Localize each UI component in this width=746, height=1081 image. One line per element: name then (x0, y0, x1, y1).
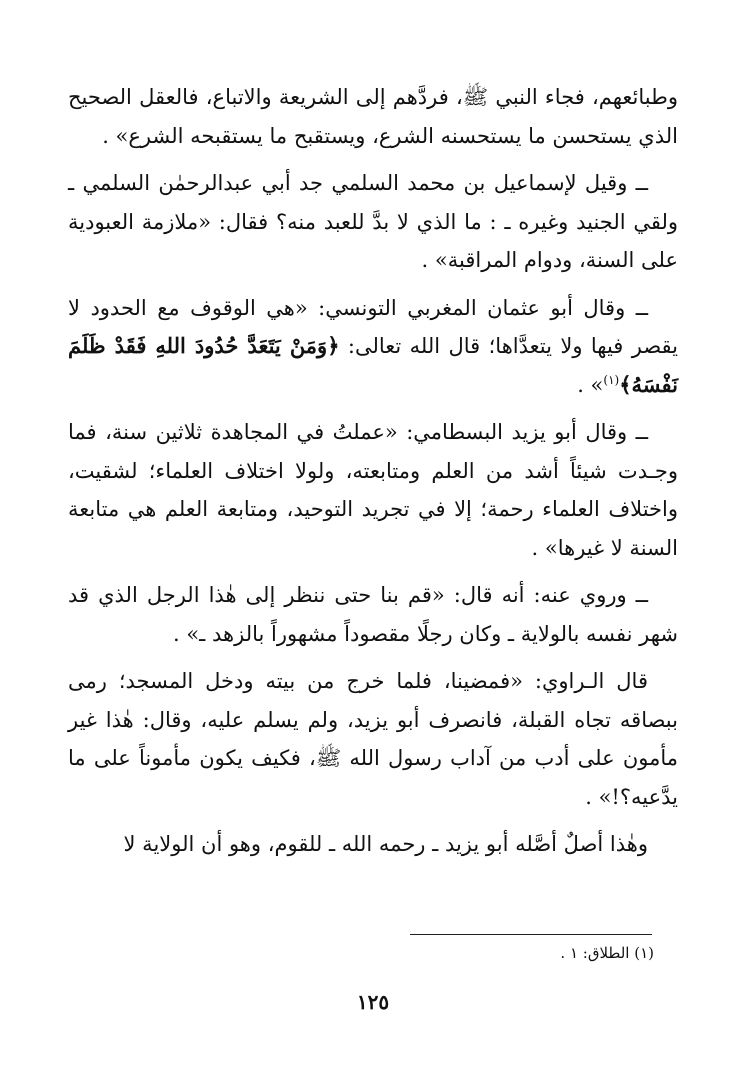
paragraph-2: ــ وقيل لإسماعيل بن محمد السلمي جد أبي عبدالرحمٰن السلمي ـ ولقي الجنيد وغيره ـ : ما الذي لا بدَّ للعبد منه؟ فقال: «ملازمة العبودية على السنة، ودوام المراقبة» . (68, 171, 678, 272)
paragraph-6: قال الـراوي: «فمضينا، فلما خرج من بيته ودخل المسجد؛ رمى ببصاقه تجاه القبلة، فانصرف أبو يزيد، ولم يسلم عليه، وقال: هٰذا غير مأمون على أدب من آداب رسول الله ﷺ، فكيف يكون مأموناً على ما يدَّعيه؟!» . (68, 669, 678, 809)
paragraph-1: وطبائعهم، فجاء النبي ﷺ، فردَّهم إلى الشريعة والاتباع، فالعقل الصحيح الذي يستحسن ما يستحسنه الشرع، ويستقبح ما يستقبحه الشرع» . (68, 85, 678, 148)
page-number: ١٢٥ (356, 990, 390, 1014)
paragraph-3 (68, 289, 678, 405)
footnote-reference[interactable]: (١) (603, 372, 620, 387)
footnote-divider (410, 934, 652, 935)
footnote: (١) الطلاق: ١ . (560, 944, 654, 962)
paragraph-3-lead: ــ وقال أبو عثمان المغربي التونسي: «هي الوقوف مع الحدود لا يقصر فيها ولا يتعدَّاها؛ قال الله تعالى: (68, 295, 678, 358)
main-text (68, 78, 678, 873)
paragraph-5: ــ وروي عنه: أنه قال: «قم بنا حتى ننظر إلى هٰذا الرجل الذي قد شهر نفسه بالولاية ـ وكان رجلًا مقصوداً مشهوراً بالزهد ـ» . (68, 583, 678, 646)
paragraph-3-tail: » . (577, 372, 604, 397)
quran-verse: ﴿وَمَنْ يَتَعَدَّ حُدُودَ اللهِ فَقَدْ ظَلَمَ نَفْسَهُ﴾ (68, 333, 678, 397)
paragraph-7: وهٰذا أصلٌ أصَّله أبو يزيد ـ رحمه الله ـ للقوم، وهو أن الولاية لا (123, 832, 648, 856)
paragraph-4: ــ وقال أبو يزيد البسطامي: «عملتُ في المجاهدة ثلاثين سنة، فما وجـدت شيئاً أشد من العلم ومتابعته، ولولا اختلاف العلماء؛ لشقيت، واختلاف العلماء رحمة؛ إلا في تجريد التوحيد، ومتابعة العلم هي متابعة السنة لا غيرها» . (68, 420, 678, 560)
